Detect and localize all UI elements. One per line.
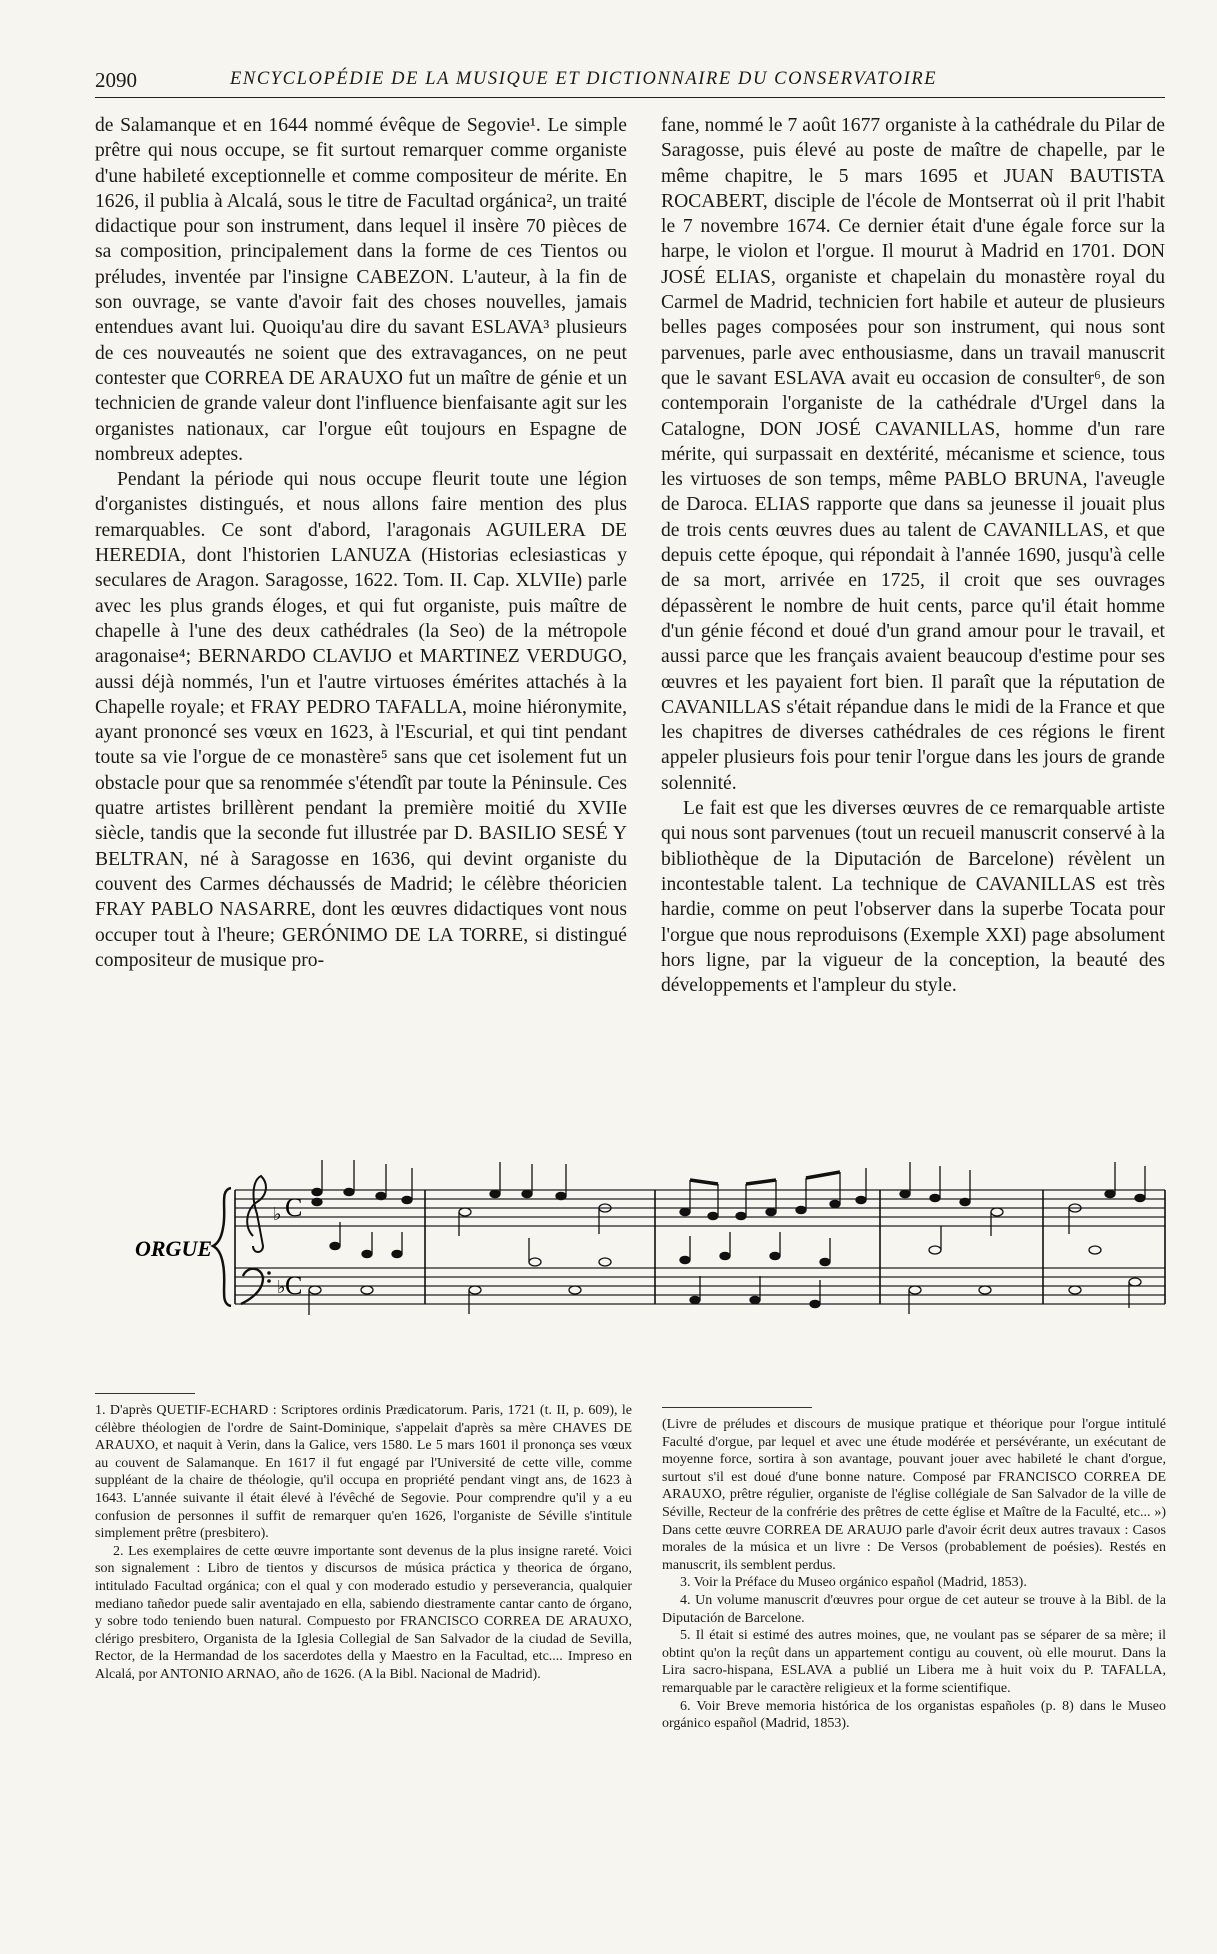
right-column [661,113,1165,998]
bass-clef-dot [267,1271,271,1275]
paragraph: de Salamanque et en 1644 nommé évêque de Segovie¹. Le simple prêtre qui nous occupe, se fit surtout remarquer comme organiste d'une habileté exceptionnelle et comme compositeur de mérite. En 1626, il publia à Alcalá, sous le titre de Facultad orgánica², un traité didactique pour son instrument, dans lequel il insère 70 pièces de sa composition, principalement dans la forme de ces Tientos ou préludes, inventée par l'insigne CABEZON. L'auteur, à la fin de son ouvrage, se vante d'avoir fait des choses nouvelles, jamais entendues avant lui. Quoiqu'au dire du savant ESLAVA³ plusieurs de ces nouveautés ne soient que des extravagances, on ne peut contester que CORREA DE ARAUXO fut un maître de génie et un technicien de grande valeur dont l'influence bienfaisante agit sur les organistes nationaux, car l'orgue eût toujours en Espagne de nombreux adeptes. [95,115,627,465]
page-number: 2090 [95,68,137,92]
footnotes-right [662,1416,1166,1733]
instrument-label: ORGUE [135,1236,213,1261]
header-rule [95,97,1165,98]
footnote: 3. Voir la Préface du Museo orgánico español (Madrid, 1853). [680,1575,1027,1591]
common-time-icon: C [285,1271,303,1300]
paragraph: Pendant la période qui nous occupe fleurit toute une légion d'organistes distingués, et nous allons faire mention des plus remarquables. Ce sont d'abord, l'aragonais AGUILERA DE HEREDIA, dont l'historien LANUZA (Historias eclesiasticas y seculares de Aragon. Saragosse, 1622. Tom. II. Cap. XLVIIe) parle avec les plus grands éloges, et qui fut organiste, puis maître de chapelle à l'une des deux cathédrales (la Seo) de la métropole aragonaise⁴; BERNARDO CLAVIJO et MARTINEZ VERDUGO, aussi déjà nommés, l'un et l'autre virtuoses émérites attachés à la Chapelle royale; et FRAY PEDRO TAFALLA, moine hiéronymite, ayant prononcé ses vœux en 1623, à l'Escurial, et qui tint pendant toute sa vie l'orgue de ce monastère⁵ sans que cet isolement fut un obstacle pour que sa renommée s'étendît par toute la Péninsule. Ces quatre artistes brillèrent pendant la première moitié du XVIIe siècle, tandis que la seconde fut illustrée par D. BASILIO SESÉ Y BELTRAN, né à Saragosse en 1636, qui devint organiste du couvent des Carmes déchaussés de Madrid; le célèbre théoricien FRAY PABLO NASARRE, dont les œuvres didactiques vont nous occuper tout à l'heure; GERÓNIMO DE LA TORRE, si distingué compositeur de musique pro- [95,469,627,971]
footnote-rule [95,1393,195,1394]
page-header [95,68,1165,94]
footnote: 6. Voir Breve memoria histórica de los organistas españoles (p. 8) dans le Museo orgánico español (Madrid, 1853). [662,1698,1166,1732]
brace [213,1188,231,1306]
flat-icon: ♭ [277,1277,286,1298]
footnote: (Livre de préludes et discours de musique pratique et théorique pour l'orgue intitulé Faculté d'orgue, par lequel et avec une étude modérée et persévérante, un exécutant de moyenne force, sortira à son avantage, pouvant jouer avec habileté le chant d'orgue, surtout s'il est doué d'une bonne nature. Composé par FRANCISCO CORREA DE ARAUXO, prêtre régulier, organiste de l'église collégiale de San Salvador de la ville de Séville, Recteur de la confrérie des prêtres de cette église et Maître de la Faculté, etc... ») Dans cette œuvre CORREA DE ARAUJO parle d'avoir écrit deux autres travaux : Casos morales de la música et un livre : De Versos (probablement de poésies). Restés en manuscrit, ils semblent perdus. [662,1417,1166,1573]
paragraph: fane, nommé le 7 août 1677 organiste à la cathédrale du Pilar de Saragosse, puis élevé au poste de maître de chapelle, par le même chapitre, le 5 mars 1695 et JUAN BAUTISTA ROCABERT, disciple de l'école de Montserrat où il prit l'habit le 7 novembre 1674. Ce dernier était d'une égale force sur la harpe, le violon et l'orgue. Il mourut à Madrid en 1701. DON JOSÉ ELIAS, organiste et chapelain du monastère royal du Carmel de Madrid, technicien fort habile et auteur de plusieurs belles pages composées pour son instrument, qui nous sont parvenues, parle avec enthousiasme, dans un travail manuscrit que le savant ESLAVA avait eu occasion de consulter⁶, de son contemporain l'organiste de la cathédrale d'Urgel dans la Catalogne, DON JOSÉ CAVANILLAS, homme d'un rare mérite, qui surpassait en dextérité, mécanisme et science, tous les virtuoses de son temps, même PABLO BRUNA, l'aveugle de Daroca. ELIAS rapporte que dans sa jeunesse il jouait plus de trois cents œuvres dues au talent de CAVANILLAS, et que depuis cette époque, qui répondait à l'année 1690, jusqu'à celle de sa mort, arrivée en 1725, il croit que ses ouvrages dépassèrent le nombre de huit cents, parce qu'il était homme d'un génie fécond et doué d'un grand amour pour le travail, et aussi parce que les français avaient beaucoup d'estime pour ses œuvres et les payaient fort bien. Il paraît que la réputation de CAVANILLAS s'était répandue dans le midi de la France et que les chapitres de diverses cathédrales de ces régions le firent appeler plusieurs fois pour tenir l'orgue dans les jours de grande solennité. [661,115,1165,794]
notes [309,1160,1145,1315]
paragraph: Le fait est que les diverses œuvres de ce remarquable artiste qui nous sont parvenues (tout un recueil manuscrit conservé à la bibliothèque de la Diputación de Barcelone) révèlent un incontestable talent. La technique de CAVANILLAS est très hardie, comme on peut l'observer dans la superbe Tocata pour l'orgue que nous reproduisons (Exemple XXI) page absolument hors ligne, par la vigueur de la conception, la beauté des développements et l'ampleur du style. [661,798,1165,997]
footnote: 2. Les exemplaires de cette œuvre importante sont devenus de la plus insigne rareté. Voici son signalement : Libro de tientos y discursos de música práctica y theorica de órgano, intitulado Facultad orgánica; con el qual y con moderado estudio y perseverancia, qualquier mediano tañedor puede salir aventajado en ella, sabiendo diestramente cantar canto de órgano, y sobre todo teniendo buen natural. Compuesto por FRANCISCO CORREA DE ARAUXO, clérigo presbitero, Organista de la Iglesia Collegial de San Salvador de la ciudad de Sevilla, Rector, de la Hermandad de los sacerdotes della y Maestro en la Facultad, etc.... Impreso en Alcalá, por ANTONIO ARNAO, año de 1626. (A la Bibl. Nacional de Madrid). [95,1543,632,1682]
common-time-icon: C [285,1193,303,1222]
beams [690,1172,840,1184]
footnote: 1. D'après QUETIF-ECHARD : Scriptores ordinis Prædicatorum. Paris, 1721 (t. II, p. 609), le célèbre théologien de l'ordre de Saint-Dominique, s'appelait d'après sa mère CHAVES DE ARAUXO, et naquit à Verin, dans la Galice, vers 1580. Le 5 mars 1601 il prononça ses vœux au couvent de Salamanque. En 1617 il fut engagé par l'Université de cette ville, comme suppléant de la chaire de théologie, qu'il occupa en propriété pendant vingt ans, de 1623 à 1643. L'année suivante il était élevé à l'évêché de Segovie. Pour comprendre qu'il y a eu confusion de personnes il suffit de remarquer qu'en 1626, l'organiste de Séville s'intitule simplement prêtre (presbitero). [95,1403,632,1542]
treble-staff [235,1190,1165,1226]
running-title: ENCYCLOPÉDIE DE LA MUSIQUE ET DICTIONNAIRE DU CONSERVATOIRE [230,69,938,89]
footnote: 4. Un volume manuscrit d'œuvres pour orgue de cet auteur se trouve à la Bibl. de la Diputación de Barcelone. [662,1592,1166,1626]
left-column [95,113,627,973]
footnotes-left [95,1402,632,1684]
treble-clef-icon [247,1176,266,1252]
bass-clef-dot [267,1279,271,1283]
music-example [135,1150,1170,1330]
footnote: 5. Il était si estimé des autres moines, que, ne voulant pas se séparer de sa mère; il obtint qu'on la reçût dans un appartement contigu au couvent, où elle mourut. Dans la Lira sacro-hispana, ESLAVA a publié un Libera me à huit voix du P. TAFALLA, remarquable par le caractère religieux et la forme scientifique. [662,1628,1166,1696]
flat-icon: ♭ [273,1204,282,1225]
footnote-rule [662,1407,812,1408]
